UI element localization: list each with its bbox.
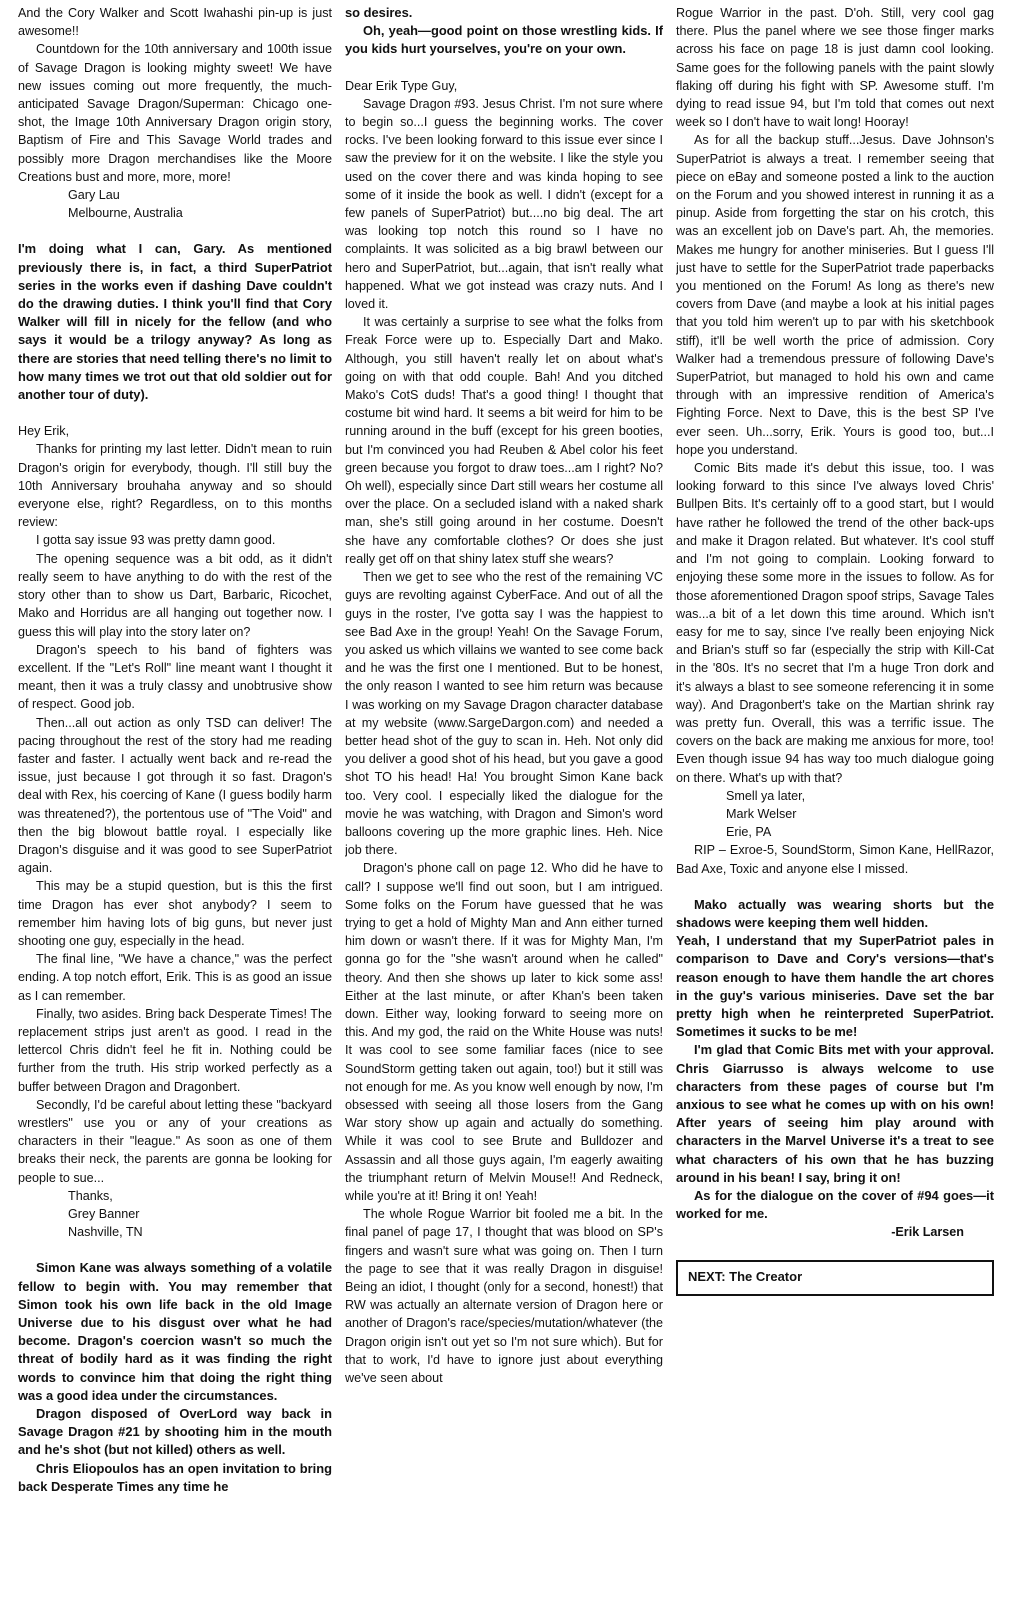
paragraph-gap — [18, 1241, 332, 1259]
letter-paragraph: Dragon's phone call on page 12. Who did he have to call? I suppose we'll find out soon, but I am intrigued. Some folks on the Forum have guessed that he was trying to get a hold of Mighty Man and Ann either turned him down or wasn't there. If it was for Mighty Man, I'm gonna go for the "she wasn't around when he called" theory. And then she shows up later to kick some ass! Either at the last minute, or after Khan's been taken down. Either way, looking forward to seeing more on this. And my god, the raid on the White House was nuts! It was cool to see some familiar faces (nice to see SoundStorm getting taken out again, too!) but it still was not enough for me. As you know well enough by now, I'm obsessed with seeing all those losers from the Gang War story show up again and actually do something. While it was cool to see Brute and Bulldozer and Assassin and all those guys again, I'm eagerly awaiting the triumphant return of Melvin Mouse!! And Redneck, while you're at it! Bring it on! Yeah! — [345, 861, 663, 1203]
editor-reply: so desires. — [345, 5, 413, 20]
next-issue-box — [676, 1260, 994, 1296]
column-2 — [345, 4, 663, 1608]
letter-paragraph: Finally, two asides. Bring back Desperate Times! The replacement strips just aren't as good. I read in the lettercol Chris didn't feel he fit in. Nothing could be further from the truth. His strip worked perfectly as a buffer between Dragon and Dragonbert. — [18, 1006, 332, 1094]
editor-reply: I'm doing what I can, Gary. As mentioned previously there is, in fact, a third SuperPatriot series in the works even if dashing Dave couldn't do the drawing duties. I think you'll find that Cory Walker will fill in nicely for the fellow (and who says it would be a trilogy anyway? As long as there are stories that need telling there's no limit to how many times we trot out that old soldier out for another tour of duty). — [18, 241, 332, 403]
letter-paragraph: And the Cory Walker and Scott Iwahashi pin-up is just awesome!! — [18, 6, 332, 39]
letter-paragraph: I gotta say issue 93 was pretty damn good. — [36, 533, 276, 548]
letter-paragraph: RIP – Exroe-5, SoundStorm, Simon Kane, HellRazor, Bad Axe, Toxic and anyone else I missed. — [676, 843, 994, 876]
letter-paragraph: Then...all out action as only TSD can deliver! The pacing throughout the rest of the story had me reading faster and faster. I actually went back and re-read the issue, just because I got through it so fast. Dragon's deal with Rex, his coercing of Kane (I guess bodily harm was threatened?), the portentous use of "The Void" and then the big blowout battle royal. I especially like Dragon's disguise and it was good to see SuperPatriot again. — [18, 715, 332, 876]
letter-paragraph: Countdown for the 10th anniversary and 100th issue of Savage Dragon is looking mighty sweet! We have new issues coming out more frequently, the much- anticipated Savage Dragon/Superman: Chicago one-shot, the Image 10th Anniversary Dragon origin story, Baptism of Fire and This Savage World trades and possibly more Dragon merchandises like the Moore Creations bust and more, more, more! — [18, 42, 332, 184]
paragraph-gap — [676, 878, 994, 896]
signature-line: Mark Welser — [726, 806, 797, 821]
editor-reply: Chris Eliopoulos has an open invitation to bring back Desperate Times any time he — [18, 1460, 332, 1494]
editor-reply: I'm glad that Comic Bits met with your approval. Chris Giarrusso is always welcome to use characters from these pages of course but I'm anxious to see what he comes up with on his own! After years of seeing him play around with characters in the Marvel Universe it's a treat to see what characters of his own that he has buzzing around in his bean! I say, bring it on! — [676, 1042, 994, 1185]
column-3 — [676, 4, 994, 1608]
letter-paragraph: Dragon's speech to his band of fighters was excellent. If the "Let's Roll" line meant want I thought it meant, then it was a truly classy and unobtrusive show of respect. Good job. — [18, 642, 332, 712]
editor-reply: Yeah, I understand that my SuperPatriot pales in comparison to Dave and Cory's versions—that's reason enough to have them handle the art chores in the guy's various miniseries. Dave set the bar pretty high when he reinterpreted SuperPatriot. Sometimes it sucks to be me! — [676, 933, 994, 1040]
editor-reply: Mako actually was wearing shorts but the shadows were keeping them well hidden. — [676, 896, 994, 930]
editor-reply: Oh, yeah—good point on those wrestling kids. If you kids hurt yourselves, you're on your own. — [345, 23, 663, 57]
editor-reply: As for the dialogue on the cover of #94 goes—it worked for me. — [676, 1188, 994, 1222]
next-issue-label: NEXT: The Creator — [688, 1268, 803, 1284]
editor-signoff: -Erik Larsen — [891, 1225, 964, 1240]
letter-paragraph: It was certainly a surprise to see what the folks from Freak Force were up to. Especially Dart and Mako. Although, you still haven't really let on about what's going on with that odd couple. Bah! And you ditched Mako's CotS duds! That's a good thing! I thought that costume bit wind hard. It seems a bit weird for him to be running around in the buff (except for his green booties, but I'm convinced you had Reuben & Abel color his feet green because you forgot to draw toes...am I right? No? Oh well), especially since Dart still wears her costume all over the place. On a secluded island with a naked shark man, she's still going around in her costume. Doesn't she have any comfortable clothes? Or does she just really get off on that shiny latex stuff she wears? — [345, 315, 663, 566]
column-3-content — [676, 4, 994, 1242]
letter-paragraph: Then we get to see who the rest of the remaining VC guys are revolting against CyberFace. And out of all the guys in the roster, I've gotta say I was the happiest to see Bad Axe in the group! Yeah! On the Savage Forum, you asked us which villains we wanted to see come back and he was the first one I mentioned. But to be honest, the only reason I wanted to see him return was because I was working on my Savage Dragon character database at my website (www.SargeDargon.com) and needed a better head shot of the guy to scan in. Heh. Not only did you deliver a good shot of his head, but you gave a good shot TO his head! Ha! You brought Simon Kane back too. Very cool. I especially liked the dialogue for the movie he was watching, with Dragon and Simon's word balloons covering up the more graphic lines. Heh. Nice job there. — [345, 570, 663, 858]
paragraph-gap — [18, 404, 332, 422]
signature-line: Thanks, — [68, 1188, 113, 1203]
letter-paragraph: Rogue Warrior in the past. D'oh. Still, very cool gag there. Plus the panel where we see those finger marks across his face on page 18 is just damn cool looking. Same goes for the following panels with the paint slowly flaking off during his fight with SP. Awesome stuff. I'm dying to read issue 94, but I'm told that comes out next week so I don't have to wait long! Hooray! — [676, 6, 994, 130]
signature-line: Grey Banner — [68, 1207, 140, 1221]
paragraph-gap — [18, 222, 332, 240]
signature-line: Erie, PA — [726, 825, 772, 840]
letter-paragraph: The opening sequence was a bit odd, as it didn't really seem to have anything to do with the rest of the story other than to show us Dart, Barbaric, Ricochet, Mako and Horridus are all hanging out together now. I guess this will play into the story later on? — [18, 551, 332, 639]
letter-paragraph: The final line, "We have a chance," was the perfect ending. A top notch effort, Erik. This is as good an issue as I can remember. — [18, 952, 332, 1003]
letter-paragraph: Comic Bits made it's debut this issue, too. I was looking forward to this since I've always loved Chris' Bullpen Bits. It's certainly off to a good start, but I would have rather he followed the trend of the other back-ups and make it Dragon related. But whatever. It's cool stuff and I'm not going to complain. Looking forward to enjoying these some more in the issues to follow. As for those aforementioned Dragon spoof strips, Savage Tales was...a bit of a let down this time around. Which isn't easy for me to say, since I've really been enjoying Nick and Brian's stuff so far (especially the strip with Kill-Cat in the '80s. It's no secret that I'm a huge Tron dork and it's always a blast to see someone referencing it in some way). And Dragonbert's take on the Martian shrink ray was pretty fun. Overall, this was a terrific issue. The covers on the back are making me anxious for more, too! Even though issue 94 has way too much dialogue going on there. What's up with that? — [676, 461, 994, 785]
signature-line: Gary Lau — [68, 188, 120, 203]
letter-paragraph: The whole Rogue Warrior bit fooled me a bit. In the final panel of page 17, I thought that was blood on SP's fingers and wasn't sure what was going on. Then I turn the page to see that it was really Dragon in disguise! Being an idiot, I thought (only for a second, honest!) that RW was actually an alternate version of Dragon here or another of Dragon's race/species/mutation/whatever (the Dragon origin isn't out yet so I'm not sure which). But for that to work, I'd have to ignore just about everything we've seen about — [345, 1207, 663, 1386]
letter-paragraph: Savage Dragon #93. Jesus Christ. I'm not sure where to begin so...I guess the beginning works. The cover rocks. I've been looking forward to this issue ever since I saw the preview for it on the website. I like the style you used on the cover there and was kinda hoping to see some of it inside the book as well. I didn't (except for a few panels of SuperPatriot) but....no big deal. The art was looking top notch this round so I have no complaints. It was solicited as a big brawl between our hero and SuperPatriot, but...again, that isn't really what happened. What we got instead was crazy nuts. And I loved it. — [345, 96, 663, 312]
signature-line: Smell ya later, — [726, 788, 806, 803]
letter-paragraph: Secondly, I'd be careful about letting these "backyard wrestlers" use you or any of your creations as characters in their "league." As soon as one of them breaks their neck, the parents are gonna be looking for people to sue... — [18, 1097, 332, 1185]
letter-paragraph: As for all the backup stuff...Jesus. Dave Johnson's SuperPatriot is always a treat. I remember seeing that piece on eBay and someone posted a link to the auction on the Forum and you showed interest in running it as a pinup. Aside from forgetting the star on his crotch, this was an excellent job on Dave's part. Ah, the memories. Makes me hungry for another miniseries. But I guess I'll just have to settle for the SuperPatriot trade paperbacks you mentioned on the Forum! As long as there's new covers from Dave (and maybe a look at his initial pages that you told him weren't up to par with his sketchbook stiff), it'll be well worth the price of admission. Cory Walker had a tremendous pressure of following Dave's SuperPatriot, but managed to hold his own and came through with an impressive rendition of America's Fighting Force. Next to Dave, this is the best SP I've ever seen. Uh...sorry, Erik. Yours is good too, but...I hope you understand. — [676, 133, 994, 457]
paragraph-gap — [345, 59, 663, 77]
editor-reply: Dragon disposed of OverLord way back in Savage Dragon #21 by shooting him in the mouth and he's shot (but not killed) others as well. — [18, 1406, 332, 1458]
editor-reply: Simon Kane was always something of a volatile fellow to begin with. You may remember that Simon took his own life back in the old Image Universe due to his disgust over what he had become. Dragon's coercion wasn't so much the threat of bodily hard as it was finding the right words to convince him that doing the right thing was a good idea under the circumstances. — [18, 1260, 332, 1403]
letter-paragraph: Thanks for printing my last letter. Didn't mean to ruin Dragon's origin for everybody, though. I'll still buy the 10th Anniversary brouhaha anyway and so should everyone else, right? Regardless, on to this months review: — [18, 442, 332, 530]
letter-paragraph: This may be a stupid question, but is this the first time Dragon has ever shot anybody? I seem to remember him having lots of big guns, but never just shooting one guy, especially in the head. — [18, 879, 332, 948]
letter-salutation: Dear Erik Type Guy, — [345, 78, 458, 93]
signature-line: Melbourne, Australia — [68, 206, 183, 221]
signature-line: Nashville, TN — [68, 1225, 143, 1240]
column-1 — [18, 4, 332, 1608]
letter-salutation: Hey Erik, — [18, 424, 70, 439]
